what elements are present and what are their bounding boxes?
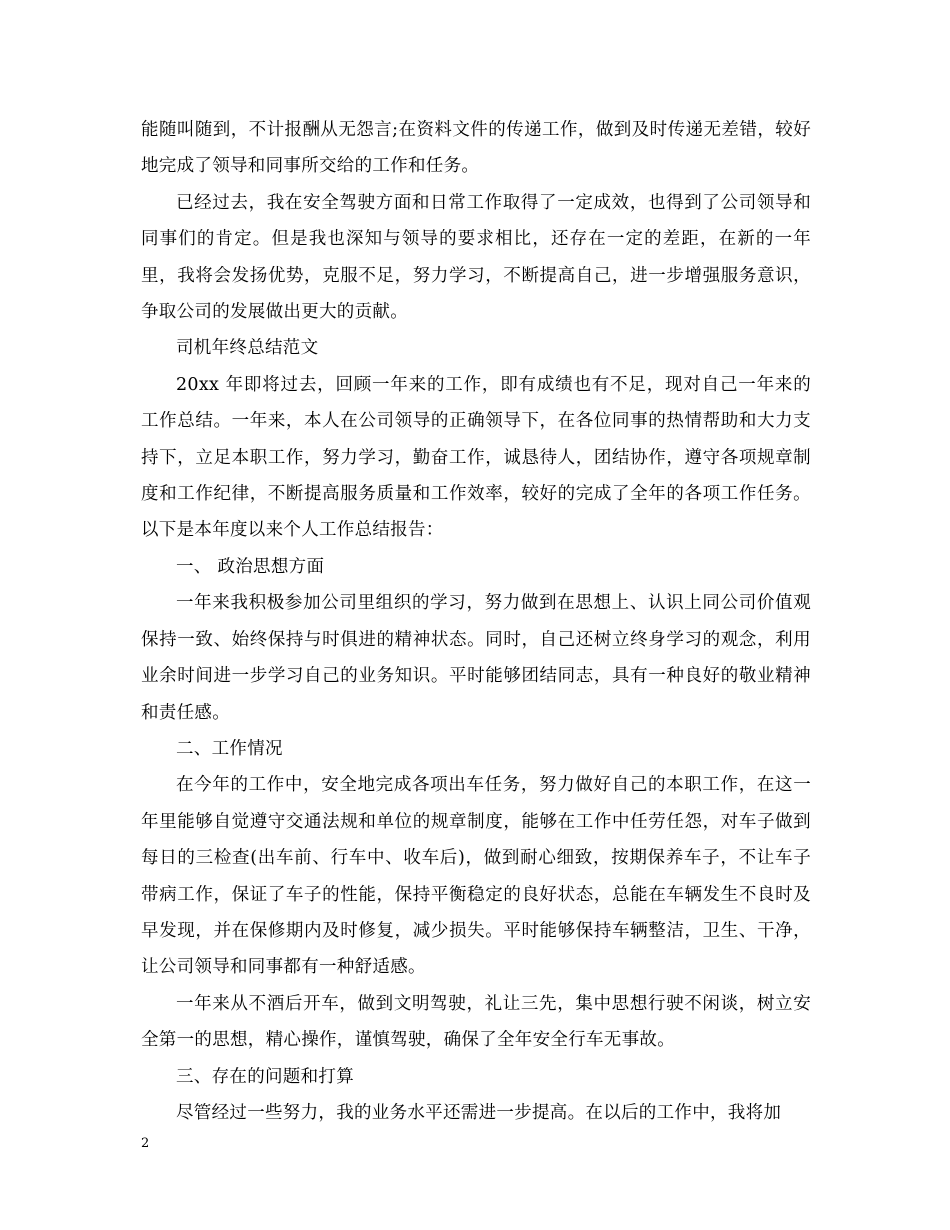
heading-problems-plans: 三、存在的问题和打算 xyxy=(176,1066,354,1087)
heading-political-thought: 一、 政治思想方面 xyxy=(176,556,325,577)
paragraph-political-thought: 一年来我积极参加公司里组织的学习，努力做到在思想上、认识上同公司价值观保持一致、始终保持与时俱进的精神状态。同时，自己还树立终身学习的观念，利用业余时间进一步学习自己的业务知识。平时能够团结同志，具有一种良好的敬业精神和责任感。 xyxy=(141,593,811,723)
paragraph-summary-closing: 已经过去，我在安全驾驶方面和日常工作取得了一定成效，也得到了公司领导和同事们的肯定。但是我也深知与领导的要求相比，还存在一定的差距，在新的一年里，我将会发扬优势，克服不足，努力学习，不断提高自己，进一步增强服务意识，争取公司的发展做出更大的贡献。 xyxy=(141,192,811,323)
paragraph-intro: 20xx 年即将过去，回顾一年来的工作，即有成绩也有不足，现对自己一年来的工作总结。一年来，本人在公司领导的正确领导下，在各位同事的热情帮助和大力支持下，立足本职工作，努力学习，勤奋工作，诚恳待人，团结协作，遵守各项规章制度和工作纪律，不断提高服务质量和工作效率，较好的完成了全年的各项工作任务。以下是本年度以来个人工作总结报告： xyxy=(141,374,811,541)
section-title: 司机年终总结范文 xyxy=(176,338,319,359)
paragraph-continuation: 能随叫随到，不计报酬从无怨言;在资料文件的传递工作，做到及时传递无差错，较好地完成了领导和同事所交给的工作和任务。 xyxy=(141,120,811,177)
paragraph-problems-plans: 尽管经过一些努力，我的业务水平还需进一步提高。在以后的工作中，我将加 xyxy=(176,1102,782,1123)
paragraph-work-situation: 在今年的工作中，安全地完成各项出车任务，努力做好自己的本职工作，在这一年里能够自觉遵守交通法规和单位的规章制度，能够在工作中任劳任怨，对车子做到每日的三检查(出车前、行车中、收车后)，做到耐心细致，按期保养车子，不让车子带病工作，保证了车子的性能，保持平衡稳定的良好状态，总能在车辆发生不良时及早发现，并在保修期内及时修复，减少损失。平时能够保持车辆整洁，卫生、干净，让公司领导和同事都有一种舒适感。 xyxy=(141,775,811,978)
heading-work-situation: 二、工作情况 xyxy=(176,738,283,759)
paragraph-safe-driving: 一年来从不酒后开车，做到文明驾驶，礼让三先，集中思想行驶不闲谈，树立安全第一的思想，精心操作，谨慎驾驶，确保了全年安全行车无事故。 xyxy=(141,993,811,1051)
page-number: 2 xyxy=(141,1136,150,1151)
document-body xyxy=(141,112,811,1131)
